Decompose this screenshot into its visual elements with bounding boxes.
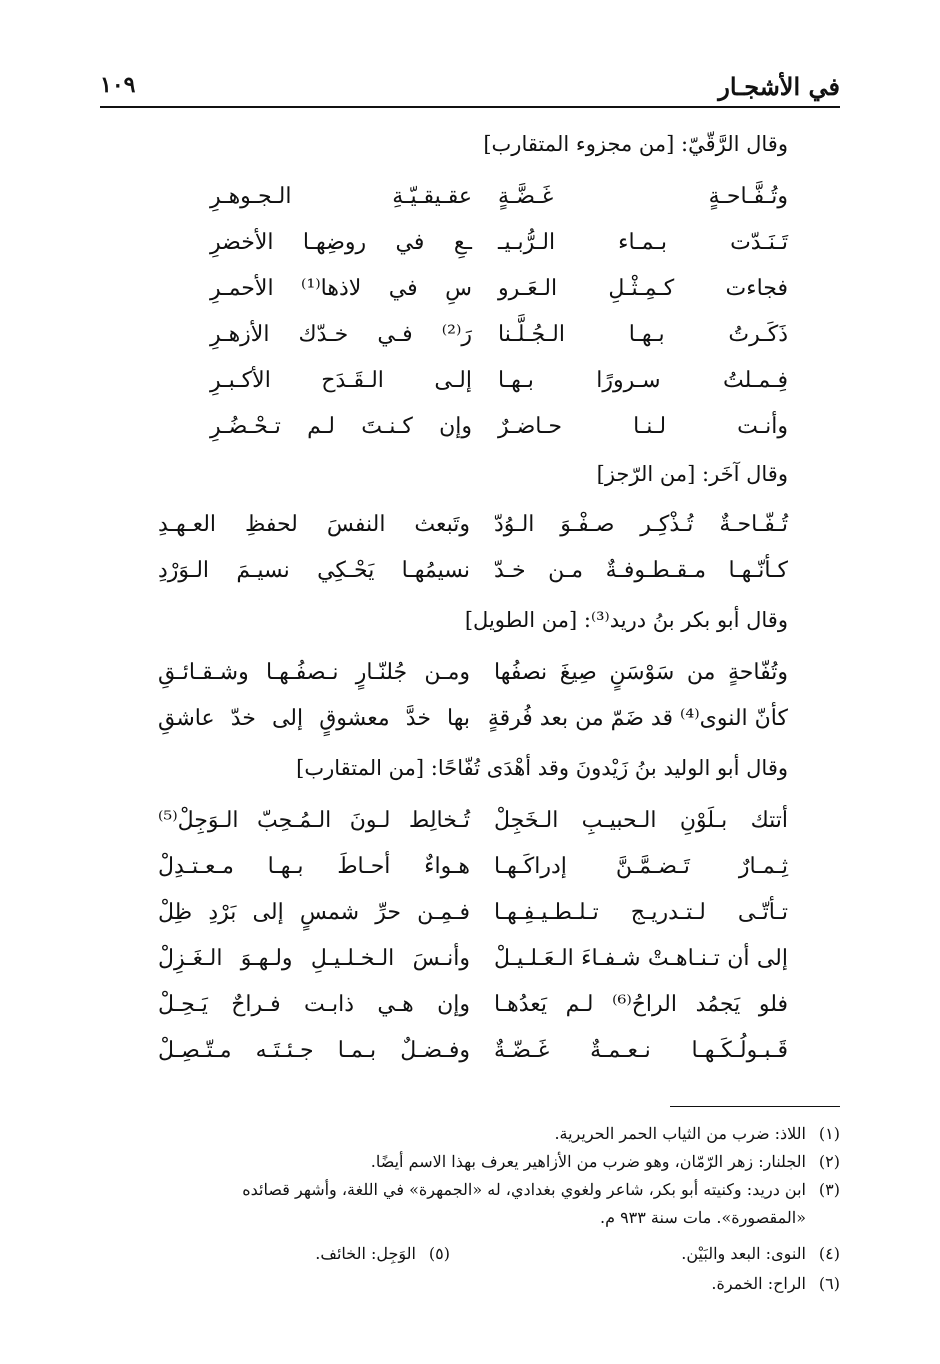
verse-sadr: فلو يَجمُد الراحُ⁽⁶⁾ لـم يَعدُهـا	[494, 992, 788, 1017]
verse-sadr: كـأنّـهـا مـقـطـوفـةٌ مـن خـدّ	[494, 558, 788, 583]
verse-ajuz: نسيمُهـا يَحْـكِي نسيـمَ الـوَرْدِ	[158, 558, 470, 583]
verse-sadr: كأنّ النوى⁽⁴⁾ قد ضَمّ من بعد فُرقةٍ	[487, 706, 788, 731]
verse-ajuz: وإن كـنـتَ لـم تـحْـضُـرِ	[210, 414, 472, 439]
poem-intro: وقال أبو الوليد بنُ زَيْدونَ وقد أهْدَى تُفّاحًا: [من المتقارب]	[296, 756, 788, 780]
footnote-text: النوى: البعد والبَيْن.	[681, 1244, 806, 1263]
verse-ajuz: وأنـسَ الـخـلـيـلِ ولـهـوَ الـغَـزِلْ	[158, 946, 470, 971]
running-header	[100, 66, 840, 108]
page-number: ١٠٩	[100, 72, 136, 98]
footnote	[100, 1124, 840, 1143]
chapter-title: في الأشجـار	[718, 72, 840, 101]
footnote-number: (٢)	[818, 1152, 840, 1171]
verse-sadr: فجاءت كـمِـثْـلِ الـعَـرو	[498, 276, 788, 301]
verse-ajuz: إلـى الـقَـدَح الأكـبـرِ	[210, 368, 472, 393]
verse-sadr: فِـمـلتُ سـرورًا بـهـا	[498, 368, 788, 393]
verse-sadr: ثِـمـارٌ تَـضـمَّـنَّ إدراكَـهـا	[494, 854, 788, 879]
footnote	[100, 1152, 840, 1171]
footnote-number: (١)	[818, 1124, 840, 1143]
verse-ajuz: تُـخالِط لـونَ الـمُـحِبّ الـوَجِلْ⁽⁵⁾	[158, 808, 470, 833]
footnote	[681, 1244, 840, 1263]
footnote-number: (٦)	[818, 1274, 840, 1293]
verse-ajuz: رَ⁽²⁾ فـي خـدّك الأزهـرِ	[210, 322, 472, 347]
footnote	[100, 1180, 840, 1199]
footnote-divider	[670, 1106, 840, 1107]
footnote-text: «المقصورة». مات سنة ٩٣٣ م.	[599, 1208, 806, 1227]
verse-sadr: تـأتّـى لـتـدريـج تـلـطـيـفِـهـا	[494, 900, 788, 925]
poem-intro: وقال الرَّقّيّ: [من مجزوء المتقارب]	[483, 132, 788, 156]
verse-ajuz: ـعِ في روضِهـا الأخضرِ	[210, 230, 472, 255]
verse-sadr: وتُفّاحةٍ من سَوْسَنٍ صِيغَ نصفُها	[494, 660, 788, 685]
footnote-text: اللاذ: ضرب من الثياب الحمر الحريرية.	[554, 1124, 806, 1143]
verse-ajuz: عقـيقـيّـةِ الـجـوهـرِ	[210, 184, 472, 209]
footnote-continuation	[100, 1208, 840, 1227]
poem-intro: وقال أبو بكر بنُ دريد⁽³⁾: [من الطويل]	[464, 608, 788, 632]
verse-ajuz: وإن هـي ذابـت فـراحٌ يَـحِـلْ	[158, 992, 470, 1017]
poem-intro: وقال آخَر: [من الرّجز]	[596, 462, 788, 486]
verse-sadr: إلى أن تـنـاهـتْ شـفـاءَ الـعَـلـيـلْ	[494, 946, 788, 971]
footnote-number: (٣)	[818, 1180, 840, 1199]
verse-sadr: أتتك بـلَوْنِ الـحبيـبِ الـخَجِلْ	[494, 808, 788, 833]
verse-ajuz: هـواءٌ أحـاطَ بـهـا مـعـتـدِلْ	[158, 854, 470, 879]
verse-ajuz: فـمِـن حرِّ شمسٍ إلى بَرْدِ ظِلْ	[158, 900, 470, 925]
footnote-number: (٥)	[428, 1244, 450, 1263]
verse-ajuz: سِ في لاذها⁽¹⁾ الأحمـرِ	[210, 276, 472, 301]
footnote-text: الوَجِل: الخائف.	[315, 1244, 416, 1263]
footnote	[315, 1244, 450, 1263]
verse-sadr: وتُـفَّـاحـةٍ غَـضَّـةٍ	[498, 184, 788, 209]
verse-ajuz: بها خدَّ معشوقٍ إلى خدّ عاشقِ	[158, 706, 470, 731]
verse-ajuz: ومـن جُلنّـارٍ نـصفُـهـا وشـقـائـقِ	[158, 660, 470, 685]
footnote-text: الجلنار: زهر الرّمّان، وهو ضرب من الأزاهير يعرف بهذا الاسم أيضًا.	[370, 1152, 806, 1171]
verse-sadr: تَـنَـدّت بـمـاء الـرُّبـيـ	[498, 230, 788, 255]
verse-sadr: قَـبـولُـكَـهـا نـعـمـةٌ غَـضّـةٌ	[494, 1038, 788, 1063]
verse-ajuz: وفـضـلٌ بـمـا جـئـتَـه مـتّـصِـلْ	[158, 1038, 470, 1063]
footnote	[100, 1274, 840, 1293]
footnote-number: (٤)	[818, 1244, 840, 1263]
verse-ajuz: وتَبعث النفسَ لحفظِ العـهـدِ	[158, 512, 470, 537]
verse-sadr: ذَكَـرتُ بـهـا الـجُـلَّـنا	[498, 322, 788, 347]
footnote-text: ابن دريد: وكنيته أبو بكر، شاعر ولغوي بغدادي، له «الجمهرة» في اللغة، وأشهر قصائده	[242, 1180, 806, 1199]
verse-sadr: وأنـت لـنـا حـاضـرٌ	[498, 414, 788, 439]
verse-sadr: تُـفّـاحـةٌ تُـذْكِـر صـفْـوَ الـوُدّ	[494, 512, 788, 537]
footnote-text: الراح: الخمرة.	[711, 1274, 806, 1293]
